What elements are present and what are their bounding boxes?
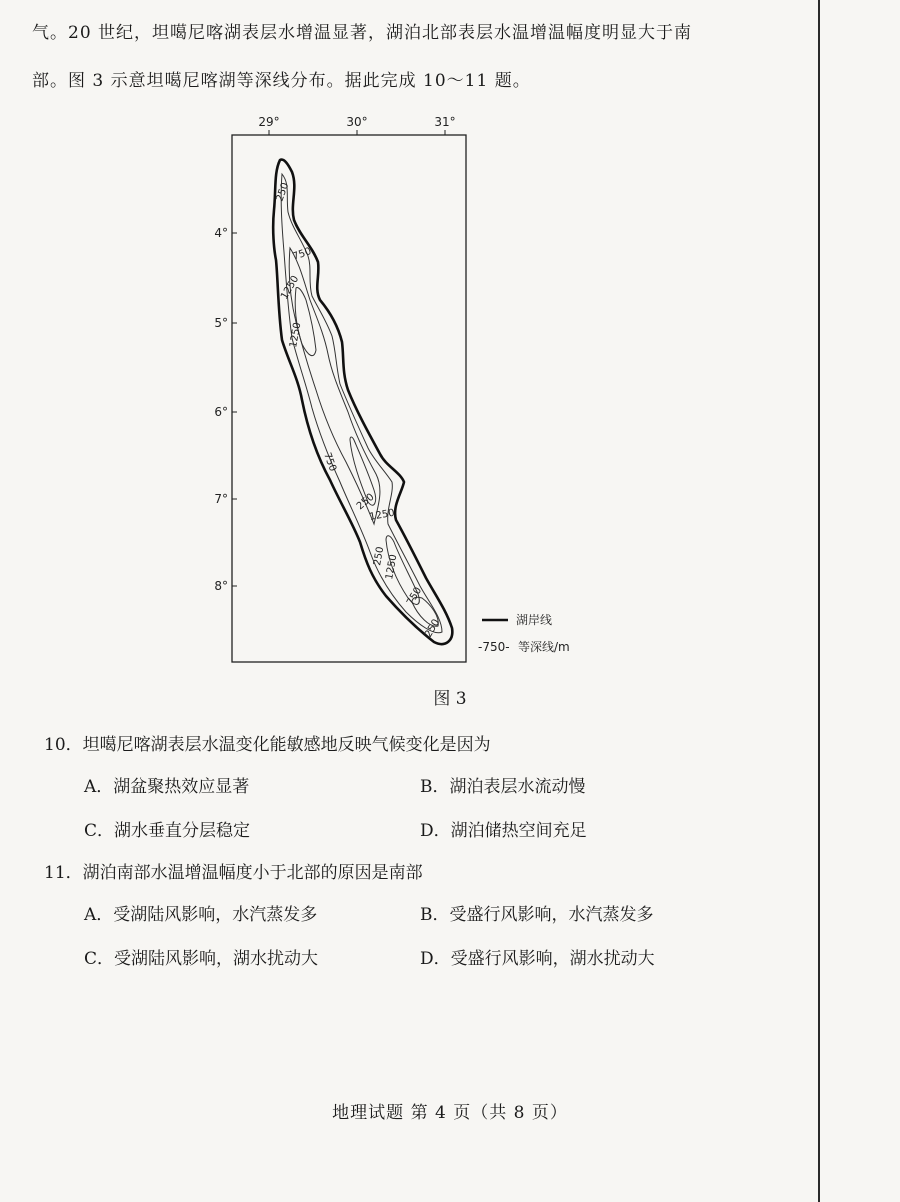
question-10-stem: 10．坦噶尼喀湖表层水温变化能敏感地反映气候变化是因为 (44, 735, 491, 755)
depth-contour (289, 245, 380, 524)
q10-option-d: D．湖泊储热空间充足 (420, 821, 587, 841)
legend-contour-swatch: -750- (478, 640, 510, 654)
q11-option-c: C．受湖陆风影响，湖水扰动大 (84, 949, 319, 969)
lake-shoreline (273, 160, 452, 644)
lon-label: 29° (258, 115, 280, 129)
lat-label: 8° (214, 579, 228, 593)
q10-option-c: C．湖水垂直分层稳定 (84, 821, 251, 841)
intro-line-2: 部。图 3 示意坦噶尼喀湖等深线分布。据此完成 10～11 题。 (32, 71, 531, 91)
page-margin-rule (818, 0, 820, 1202)
contour-label: 750 (291, 245, 313, 263)
lat-label: 5° (214, 316, 228, 330)
question-11-stem: 11．湖泊南部水温增温幅度小于北部的原因是南部 (44, 863, 423, 883)
page-footer: 地理试题 第 4 页（共 8 页） (332, 1103, 568, 1123)
lon-label: 31° (434, 115, 456, 129)
lat-label: 4° (214, 226, 228, 240)
lake-tanganyika-map (190, 110, 610, 670)
q11-option-d: D．受盛行风影响，湖水扰动大 (420, 949, 655, 969)
contour-label: 1250 (279, 273, 302, 302)
contour-label: 750 (405, 585, 425, 608)
contour-label: 1250 (288, 321, 304, 349)
contour-label: 750 (321, 451, 339, 473)
contour-label: 250 (354, 491, 377, 513)
contour-label: 250 (372, 545, 387, 567)
q11-option-a: A．受湖陆风影响，水汽蒸发多 (84, 905, 318, 925)
lat-label: 7° (214, 492, 228, 506)
q10-option-b: B．湖泊表层水流动慢 (420, 777, 586, 797)
contour-label: 1250 (384, 553, 400, 581)
legend-contour-label: 等深线/m (518, 640, 570, 654)
intro-line-1: 气。20 世纪，坦噶尼喀湖表层水增温显著，湖泊北部表层水温增温幅度明显大于南 (32, 23, 693, 43)
contour-label: 250 (274, 181, 292, 204)
q10-option-a: A．湖盆聚热效应显著 (84, 777, 250, 797)
q11-option-b: B．受盛行风影响，水汽蒸发多 (420, 905, 654, 925)
legend-shoreline-label: 湖岸线 (516, 613, 553, 627)
lon-label: 30° (346, 115, 368, 129)
lat-label: 6° (214, 405, 228, 419)
figure-caption: 图 3 (433, 689, 467, 709)
contour-label: 250 (423, 617, 443, 640)
map-frame (232, 135, 466, 662)
contour-label: 1250 (368, 507, 396, 523)
